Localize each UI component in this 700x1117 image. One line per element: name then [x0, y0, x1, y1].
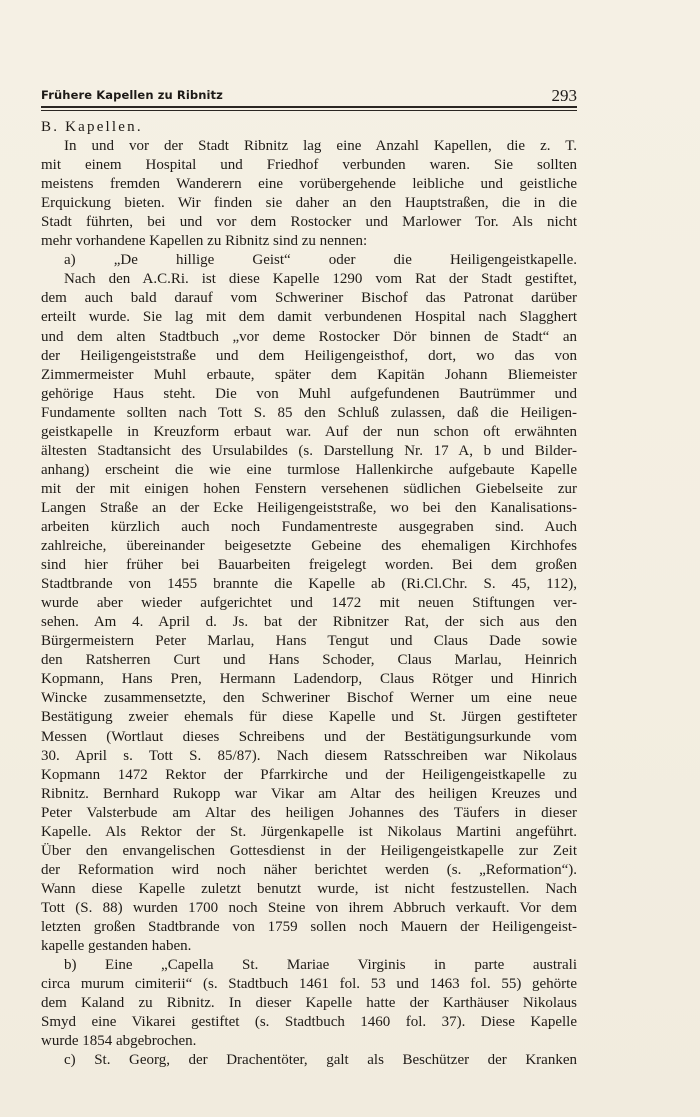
text-line: erteilt wurde. Sie lag mit dem damit verbundenen Hospital nach Slagghert: [41, 309, 577, 326]
text-line: Zimmermeister Muhl erbaute, später dem Kapitän Johann Bliemeister: [41, 366, 577, 383]
text-line: mehr vorhandene Kapellen zu Ribnitz sind zu nennen:: [41, 233, 368, 250]
text-line: b) Eine „Capella St. Mariae Virginis in parte australi: [64, 957, 577, 974]
text-line: mit einem Hospital und Friedhof verbunden waren. Sie sollten: [41, 157, 577, 174]
page-number: 293: [551, 86, 577, 105]
text-line: 30. April s. Tott S. 85/87). Nach diesem Ratsschreiben war Nikolaus: [41, 747, 577, 764]
text-line: Kapelle. Als Rektor der St. Jürgenkapelle ist Nikolaus Martini angeführt.: [41, 823, 577, 840]
text-line: sind hier früher bei Bauarbeiten freigelegt worden. Bei dem großen: [41, 557, 577, 574]
running-head: [41, 88, 577, 108]
text-line: Wincke zusammensetzte, den Schweriner Bischof Werner um eine neue: [41, 690, 577, 707]
text-line: In und vor der Stadt Ribnitz lag eine Anzahl Kapellen, die z. T.: [64, 138, 577, 155]
text-line: und dem alten Stadtbuch „vor deme Rostocker Dör binnen de Stadt“ an: [41, 328, 577, 345]
text-line: mit der mit einigen hohen Fenstern versehenen südlichen Giebelseite zur: [41, 480, 577, 497]
text-line: Messen (Wortlaut dieses Schreibens und der Bestätigungsurkunde vom: [41, 728, 577, 745]
text-line: Fundamente sollten nach Tott S. 85 den Schluß zulassen, daß die Heiligen-: [41, 404, 577, 421]
text-line: c) St. Georg, der Drachentöter, galt als Beschützer der Kranken: [64, 1052, 577, 1069]
text-line: kapelle gestanden haben.: [41, 938, 192, 955]
body-text: [41, 118, 577, 1070]
header-rule-thin: [41, 110, 577, 111]
text-line: Wann diese Kapelle zuletzt benutzt wurde, ist nicht festzustellen. Nach: [41, 880, 577, 897]
text-line: ältesten Stadtansicht des Ursulabildes (s. Darstellung Nr. 17 A, b und Bilder-: [41, 442, 577, 459]
text-line: Erquickung bieten. Wir finden sie daher an den Hauptstraßen, die in die: [41, 195, 577, 212]
text-line: dem auch bald darauf vom Schweriner Bischof das Patronat darüber: [41, 290, 577, 307]
text-line: a) „De hillige Geist“ oder die Heiligengeistkapelle.: [64, 252, 577, 269]
text-line: meistens fremden Wanderern eine vorübergehende leibliche und geistliche: [41, 176, 577, 193]
text-line: Stadtbrande von 1455 brannte die Kapelle ab (Ri.Cl.Chr. S. 45, 112),: [41, 576, 577, 593]
text-line: gehörige Haus steht. Die von Muhl aufgefundenen Bautrümmer und: [41, 385, 577, 402]
text-line: Bestätigung zweier ehemals für diese Kapelle und St. Jürgen gestifteter: [41, 709, 577, 726]
text-line: zahlreiche, übereinander beigesetzte Gebeine des ehemaligen Kirchhofes: [41, 538, 577, 555]
text-line: Bürgermeistern Peter Marlau, Hans Tengut und Claus Dade sowie: [41, 633, 577, 650]
text-line: Kopmann 1472 Rektor der Pfarrkirche und der Heiligengeistkapelle zu: [41, 766, 577, 783]
text-line: Langen Straße an der Ecke Heiligengeiststraße, wo bei den Kanalisations-: [41, 499, 577, 516]
text-line: geistkapelle in Kreuzform erbaut war. Auf der nun schon oft erwähnten: [41, 423, 577, 440]
text-line: wurde 1854 abgebrochen.: [41, 1033, 197, 1050]
text-line: Kopmann, Hans Pren, Hermann Ladendorp, Claus Rötger und Hinrich: [41, 671, 577, 688]
section-heading: B. Kapellen.: [41, 119, 143, 135]
header-rule-thick: [41, 106, 577, 108]
text-line: circa murum cimiterii“ (s. Stadtbuch 1461 fol. 53 und 1463 fol. 55) gehörte: [41, 976, 577, 993]
text-line: Über den envangelischen Gottesdienst in der Heiligengeistkapelle zur Zeit: [41, 842, 577, 859]
text-line: den Ratsherren Curt und Hans Schoder, Claus Marlau, Heinrich: [41, 652, 577, 669]
text-line: sehen. Am 4. April d. Js. bat der Ribnitzer Rat, der sich aus den: [41, 614, 577, 631]
text-line: letzten großen Stadtbrande von 1759 sollen noch Mauern der Heiligengeist-: [41, 918, 577, 935]
text-line: anhang) erscheint die wie eine turmlose Hallenkirche aufgebaute Kapelle: [41, 461, 577, 478]
text-line: Ribnitz. Bernhard Rukopp war Vikar am Altar des heiligen Kreuzes und: [41, 785, 577, 802]
text-line: Nach den A.C.Ri. ist diese Kapelle 1290 vom Rat der Stadt gestiftet,: [64, 271, 577, 288]
text-line: der Heiligengeiststraße und dem Heiligengeisthof, dort, wo das von: [41, 347, 577, 364]
text-line: Smyd eine Vikarei gestiftet (s. Stadtbuch 1460 fol. 37). Diese Kapelle: [41, 1014, 577, 1031]
text-line: arbeiten kürzlich auch noch Fundamentreste ausgegraben sind. Auch: [41, 518, 577, 535]
text-line: wurde aber wieder aufgerichtet und 1472 mit neuen Stiftungen ver-: [41, 595, 577, 612]
text-line: Tott (S. 88) wurden 1700 noch Steine von ihrem Abbruch verkauft. Vor dem: [41, 899, 577, 916]
text-line: Peter Valsterbude am Altar des heiligen Johannes des Täufers in dieser: [41, 804, 577, 821]
text-line: Stadt führten, bei und vor dem Rostocker und Marlower Tor. Als nicht: [41, 214, 577, 231]
running-head-title: Frühere Kapellen zu Ribnitz: [41, 88, 223, 102]
text-line: der Reformation wird noch näher berichtet werden (s. „Reformation“).: [41, 861, 577, 878]
text-line: dem Kaland zu Ribnitz. In dieser Kapelle hatte der Karthäuser Nikolaus: [41, 995, 577, 1012]
